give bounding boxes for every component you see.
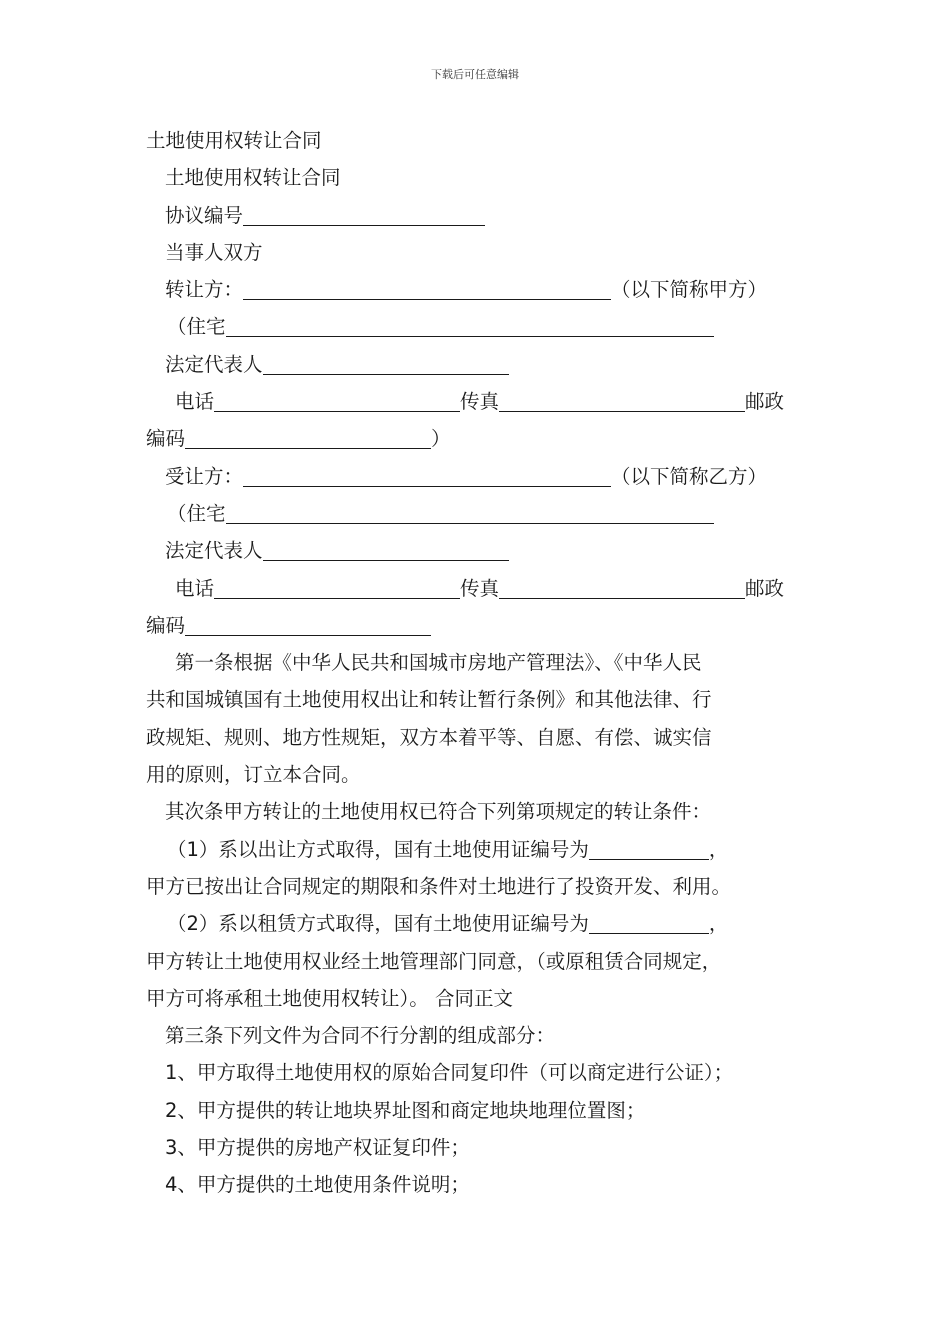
transferee-address-blank [226, 501, 714, 524]
transferor-postal-row [146, 420, 818, 457]
address-label: （住宅 [167, 315, 226, 339]
transferor-fax-blank [499, 389, 745, 412]
article2-item2 [146, 905, 818, 942]
article1-line: 用的原则，订立本合同。 [146, 763, 361, 787]
article2-item2-cont: 甲方转让土地使用权业经土地管理部门同意，（或原租赁合同规定， [146, 949, 722, 973]
contract-subtitle: 土地使用权转让合同 [165, 166, 341, 190]
agreement-number-blank [243, 203, 485, 226]
article2-item2-cont: 甲方可将承租土地使用权转让）。 合同正文 [146, 986, 513, 1010]
item2-comma: ， [708, 912, 729, 936]
transferor-address-row [146, 308, 818, 345]
transferor-phone-blank [214, 389, 460, 412]
transferor-legal-rep-row [146, 346, 818, 383]
doc-list-item: 1、甲方取得土地使用权的原始合同复印件（可以商定进行公证）； [165, 1061, 734, 1085]
item1-certificate-blank [589, 837, 709, 860]
address-label: （住宅 [167, 501, 226, 525]
article3-intro: 第三条下列文件为合同不行分割的组成部分： [165, 1024, 556, 1048]
contract-body [146, 122, 818, 1204]
article1-line: 第一条根据《中华人民共和国城市房地产管理法》、《中华人民 [175, 651, 702, 675]
legal-rep-label: 法定代表人 [165, 539, 263, 563]
article2-item1 [146, 831, 818, 868]
transferee-legal-rep-blank [263, 538, 509, 561]
item2-text: （2）系以租赁方式取得，国有土地使用证编号为 [167, 912, 589, 936]
agreement-number-row [146, 197, 818, 234]
fax-label: 传真 [460, 390, 500, 414]
transferee-phone-blank [214, 576, 460, 599]
transferee-postal-row [146, 607, 818, 644]
article2-intro: 其次条甲方转让的土地使用权已符合下列第项规定的转让条件： [165, 800, 712, 824]
transferor-postal-blank [185, 426, 431, 449]
phone-label: 电话 [175, 390, 215, 414]
legal-rep-label: 法定代表人 [165, 352, 263, 376]
transferor-legal-rep-blank [263, 352, 509, 375]
postal-code-label: 编码 [146, 427, 186, 451]
item2-certificate-blank [589, 911, 709, 934]
transferee-legal-rep-row [146, 532, 818, 569]
agreement-number-label: 协议编号 [165, 203, 244, 227]
article1-line: 政规矩、规则、地方性规矩，双方本着平等、自愿、有偿、诚实信 [146, 725, 712, 749]
transferor-row [146, 271, 818, 308]
transferee-address-row [146, 495, 818, 532]
postal-code-label: 编码 [146, 613, 186, 637]
transferee-label: 受让方： [165, 464, 244, 488]
transferor-address-blank [226, 314, 714, 337]
doc-list-item: 3、甲方提供的房地产权证复印件； [165, 1136, 470, 1160]
transferor-suffix: （以下简称甲方） [611, 278, 768, 302]
doc-list-item: 4、甲方提供的土地使用条件说明； [165, 1173, 470, 1197]
item1-text: （1）系以出让方式取得，国有土地使用证编号为 [167, 837, 589, 861]
article2-item1-cont: 甲方已按出让合同规定的期限和条件对土地进行了投资开发、利用。 [146, 874, 732, 898]
close-paren: ） [431, 427, 451, 451]
transferee-blank [243, 464, 611, 487]
phone-label: 电话 [175, 576, 215, 600]
doc-list-item: 2、甲方提供的转让地块界址图和商定地块地理位置图； [165, 1098, 646, 1122]
document-title: 土地使用权转让合同 [146, 129, 322, 152]
postal-label: 邮政 [745, 390, 785, 414]
transferee-row [146, 458, 818, 495]
transferor-blank [243, 277, 611, 300]
postal-label: 邮政 [745, 576, 785, 600]
transferee-suffix: （以下简称乙方） [611, 464, 768, 488]
parties-label: 当事人双方 [165, 240, 263, 264]
item1-comma: ， [708, 837, 729, 861]
transferee-contact-row [146, 570, 818, 607]
transferee-fax-blank [499, 576, 745, 599]
fax-label: 传真 [460, 576, 500, 600]
article1-line: 共和国城镇国有土地使用权出让和转让暂行条例》和其他法律、行 [146, 688, 712, 712]
transferee-postal-blank [185, 613, 431, 636]
page-header-note: 下载后可任意编辑 [431, 68, 519, 81]
transferor-label: 转让方： [165, 278, 244, 302]
transferor-contact-row [146, 383, 818, 420]
